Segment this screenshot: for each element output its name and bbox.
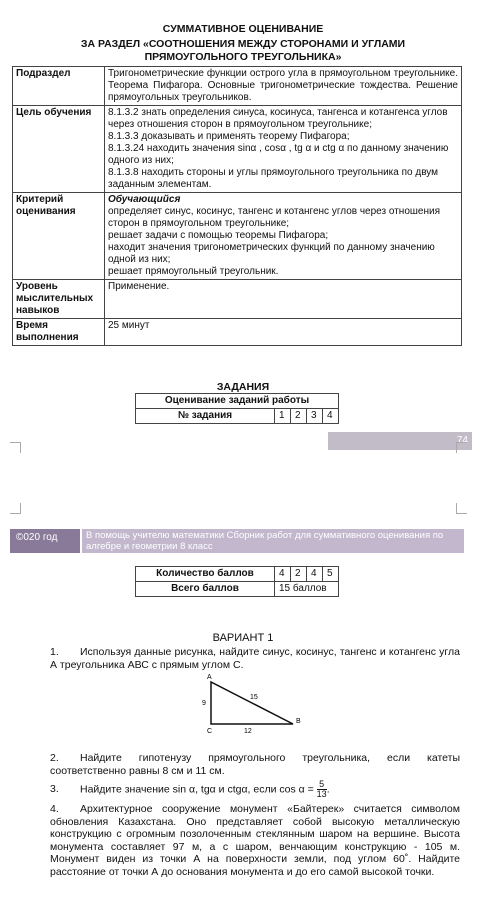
vertex-c-label: C — [207, 728, 213, 735]
header-title: В помощь учителю математики Сборник работ для суммативного оценивания по алгебре и геометрии 8 класс — [82, 529, 464, 553]
task-text: Архитектурное сооружение монумент «Байтерек» считается символом обновления Казахстана. Оно представляет собой высокую металлическую конструкцию с огромным позолоченным стеклянным шаром на вершине. Высота монумента составляет 97 м, а с шаром, венчающим конструкцию - 105 м. Монумент виден из точки А на поверхности земли, под углом 60˚. Найдите расстояние от точки А до основания монумента и до его самой высокой точки. — [50, 803, 460, 878]
criteria-head: Обучающийся — [108, 194, 181, 205]
triangle-figure — [190, 672, 310, 742]
side-ac-label: 9 — [202, 700, 206, 707]
title-line-2: ЗА РАЗДЕЛ «СООТНОШЕНИЯ МЕЖДУ СТОРОНАМИ И УГЛАМИ — [80, 38, 406, 50]
row-time — [13, 319, 462, 346]
time-value: 25 минут — [105, 319, 462, 346]
goal-label: Цель обучения — [13, 106, 105, 193]
fraction-numerator: 5 — [317, 780, 327, 790]
task-number: 3. — [50, 783, 59, 796]
total-value: 15 баллов — [275, 582, 339, 597]
triangle-abc — [211, 682, 293, 724]
points-cell: 4 — [307, 567, 323, 582]
crop-mark — [10, 442, 21, 453]
crop-mark — [456, 503, 467, 514]
criteria-item: находит значения тригонометрических функций по данному значению одной из них; — [108, 242, 435, 265]
time-label: Время выполнения — [13, 319, 105, 346]
criteria-item: решает прямоугольный треугольник. — [108, 266, 279, 277]
goal-item: 8.1.3.24 находить значения sinα , cosα , tg α и ctg α по данному значению одного из них; — [108, 143, 449, 166]
task-3 — [50, 780, 460, 799]
side-ab-label: 15 — [250, 694, 258, 701]
task-number: 1. — [50, 646, 59, 658]
criteria-label: Критерий оценивания — [13, 193, 105, 280]
task-number-cell: 2 — [291, 409, 307, 424]
total-label: Всего баллов — [136, 582, 275, 597]
task-end: . — [326, 783, 330, 796]
vertex-b-label: B — [296, 718, 301, 725]
goal-item: 8.1.3.3 доказывать и применять теорему Пифагора; — [108, 131, 350, 142]
points-cell: 4 — [275, 567, 291, 582]
page2-header — [10, 529, 464, 553]
goal-item: 8.1.3.2 знать определения синуса, косинуса, тангенса и котангенса углов через отношения сторон в прямоугольном треугольнике; — [108, 107, 448, 130]
points-label: Количество баллов — [136, 567, 275, 582]
criteria-value — [105, 193, 462, 280]
task-number-label: № задания — [136, 409, 275, 424]
goal-value — [105, 106, 462, 193]
row-goal — [13, 106, 462, 193]
task-text: Найдите значение sin α, tgα и ctgα, если cos α = — [80, 783, 314, 796]
footer-bar — [328, 432, 472, 450]
page-footer — [10, 432, 468, 450]
task-number-cell: 1 — [275, 409, 291, 424]
subsection-value: Тригонометрические функции острого угла в прямоугольном треугольнике. Теорема Пифагора. Основные тригонометрические тождества. Решение прямоугольных треугольников. — [105, 67, 462, 106]
variant-heading: ВАРИАНТ 1 — [212, 632, 274, 644]
task-number-cell: 4 — [323, 409, 339, 424]
vertex-a-label: A — [207, 674, 212, 681]
goal-item: 8.1.3.8 находить стороны и углы прямоугольного треугольника по двум заданным элементам. — [108, 167, 439, 190]
criteria-item: решает задачи с помощью теоремы Пифагора; — [108, 230, 329, 241]
crop-mark — [456, 442, 467, 453]
grading-title: Оценивание заданий работы — [136, 394, 339, 409]
tasks-heading: ЗАДАНИЯ — [216, 381, 270, 393]
row-criteria — [13, 193, 462, 280]
level-label: Уровень мыслительных навыков — [13, 280, 105, 319]
title-line-1: СУММАТИВНОЕ ОЦЕНИВАНИЕ — [162, 23, 324, 35]
grading-table-2 — [135, 566, 339, 597]
header-year: ©020 год — [10, 529, 80, 553]
task-number: 2. — [50, 752, 59, 764]
points-cell: 5 — [323, 567, 339, 582]
fraction — [317, 780, 327, 799]
fraction-denominator: 13 — [316, 789, 327, 799]
task-text: Используя данные рисунка, найдите синус, косинус, тангенс и котангенс угла А треугольника АВС с прямым углом С. — [50, 646, 460, 671]
page-number: 74 — [456, 435, 468, 446]
points-cell: 2 — [291, 567, 307, 582]
row-level — [13, 280, 462, 319]
row-subsection — [13, 67, 462, 106]
criteria-item: определяет синус, косинус, тангенс и котангенс углов через отношения сторон в прямоугольном треугольнике; — [108, 206, 440, 229]
task-number: 4. — [50, 803, 59, 815]
task-number-cell: 3 — [307, 409, 323, 424]
side-cb-label: 12 — [244, 728, 252, 735]
task-text: Найдите гипотенузу прямоугольного треугольника, если катеты соответственно равны 8 см и 11 см. — [50, 752, 460, 777]
title-line-3: ПРЯМОУГОЛЬНОГО ТРЕУГОЛЬНИКА» — [144, 51, 342, 63]
task-4 — [50, 803, 460, 878]
grading-table-1 — [135, 393, 339, 424]
assessment-info-table — [12, 66, 462, 346]
task-2 — [50, 752, 460, 777]
task-1 — [50, 646, 460, 671]
crop-mark — [10, 503, 21, 514]
subsection-label: Подраздел — [13, 67, 105, 106]
level-value: Применение. — [105, 280, 462, 319]
